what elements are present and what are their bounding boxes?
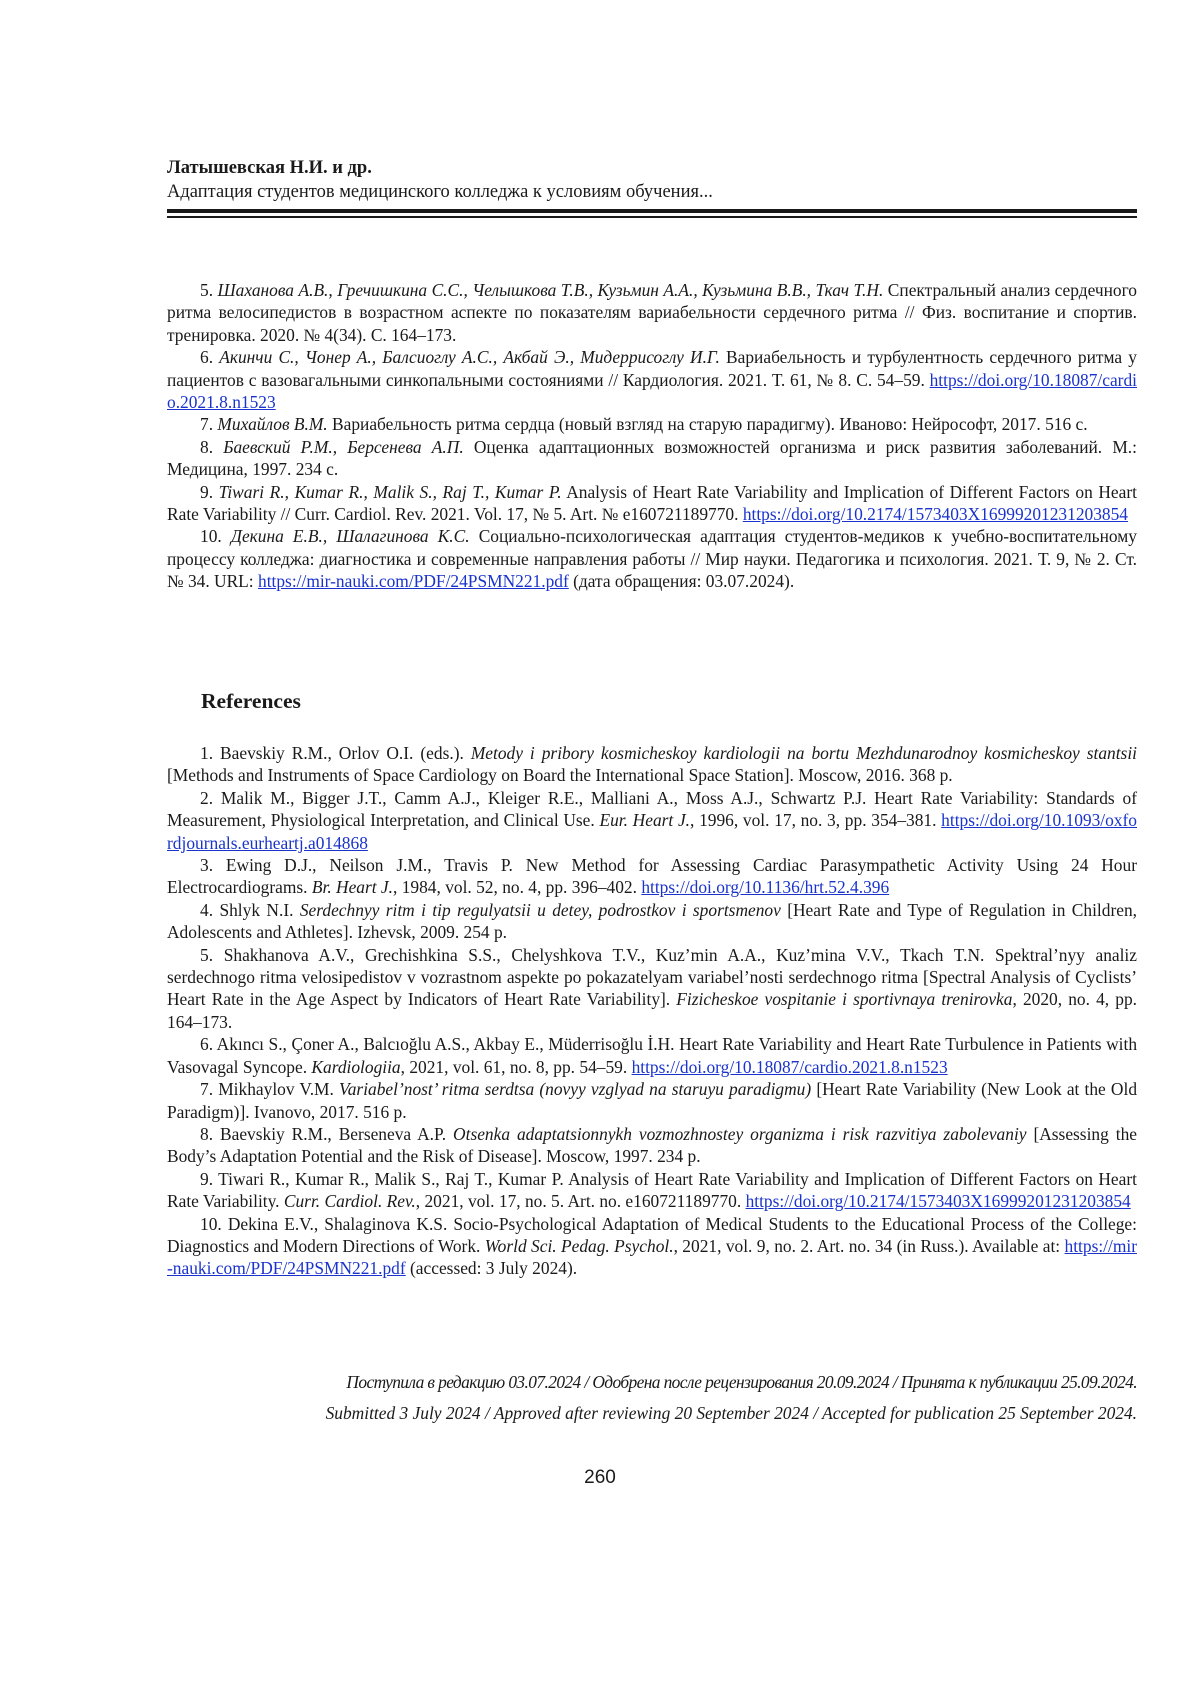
reference-italic-title: Variabel’nost’ ritma serdtsa (novyy vzglyad na staruyu paradigmu) <box>339 1079 811 1099</box>
reference-text: Shakhanova A.V., Grechishkina S.S., Chelyshkova T.V., Kuz’min A.A., Kuz’mina V.V., Tkach T.N. Spektral’nyy analiz serdechnogo ritma velosipedistov v vozrastnom aspekte po pokazatelyam variabel’nosti serdechnogo ritma [Spectral Analysis of Cyclists’ Heart Rate in the Age Aspect by Indicators of Heart Rate Variability]. <box>167 945 1137 1010</box>
reference-italic-title: Br. Heart J. <box>312 877 393 897</box>
reference-item <box>167 899 1137 944</box>
reference-number: 9. <box>200 1169 213 1189</box>
reference-text: Malik M., Bigger J.T., Camm A.J., Kleiger R.E., Malliani A., Moss A.J., Schwartz P.J. Heart Rate Variability: Standards of Measurement, Physiological Interpretation, and Clinical Use. <box>167 788 1137 830</box>
reference-authors: Михайлов В.М. <box>217 414 327 434</box>
reference-text: Dekina E.V., Shalaginova K.S. Socio-Psychological Adaptation of Medical Students to the Educational Process of the College: Diagnostics and Modern Directions of Work. <box>167 1214 1137 1256</box>
reference-item <box>167 1033 1137 1078</box>
reference-item <box>167 854 1137 899</box>
reference-authors: Акинчи С., Чонер А., Балсиоглу А.С., Акбай Э., Мидеррисоглу И.Г. <box>219 347 720 367</box>
reference-number: 10. <box>200 1214 222 1234</box>
reference-doi-link[interactable]: https://doi.org/10.2174/1573403X16999201231203854 <box>743 504 1128 524</box>
reference-doi-link[interactable]: https://doi.org/10.18087/cardio.2021.8.n1523 <box>632 1057 948 1077</box>
reference-text: [Assessing the Body’s Adaptation Potential and the Risk of Disease]. Moscow, 1997. 234 p. <box>167 1124 1137 1166</box>
reference-number: 8. <box>200 437 213 457</box>
reference-text: Спектральный анализ сердечного ритма велосипедистов в возрастном аспекте по показателям вариабельности сердечного ритма // Физ. воспитание и спортив. тренировка. 2020. № 4(34). С. 164–173. <box>167 280 1137 345</box>
reference-text: , 2020, no. 4, pp. 164–173. <box>167 989 1137 1031</box>
reference-list-en <box>167 742 1137 1280</box>
reference-number: 7. <box>200 1079 213 1099</box>
reference-text: Социально-психологическая адаптация студентов-медиков к учебно-воспитательному процессу колледжа: диагностика и современные направления работы // Мир науки. Педагогика и психология. 2021. Т. 9, № 2. Ст. № 34. URL: <box>167 526 1137 591</box>
reference-number: 6. <box>200 1034 213 1054</box>
reference-text: , 2021, vol. 17, no. 5. Art. no. e160721189770. <box>416 1191 746 1211</box>
reference-text: [Heart Rate and Type of Regulation in Children, Adolescents and Athletes]. Izhevsk, 2009. 254 p. <box>167 900 1137 942</box>
header-authors: Латышевская Н.И. и др. <box>167 156 1137 180</box>
header-rule-thick <box>167 209 1137 213</box>
reference-list-ru <box>167 279 1137 593</box>
reference-text: Оценка адаптационных возможностей организма и риск развития заболеваний. М.: Медицина, 1997. 234 с. <box>167 437 1137 479</box>
reference-number: 6. <box>200 347 213 367</box>
reference-italic-title: Serdechnyy ritm i tip regulyatsii u detey, podrostkov i sportsmenov <box>300 900 781 920</box>
reference-doi-link[interactable]: https://doi.org/10.1136/hrt.52.4.396 <box>641 877 889 897</box>
reference-number: 1. <box>200 743 213 763</box>
reference-item <box>167 346 1137 413</box>
reference-number: 4. <box>200 900 213 920</box>
reference-item <box>167 436 1137 481</box>
reference-number: 7. <box>200 414 213 434</box>
reference-italic-title: Fizicheskoe vospitanie i sportivnaya trenirovka <box>676 989 1012 1009</box>
reference-number: 8. <box>200 1124 213 1144</box>
reference-item <box>167 1168 1137 1213</box>
reference-url-link[interactable]: https://mir-nauki.com/PDF/24PSMN221.pdf <box>167 1236 1137 1278</box>
reference-item <box>167 1213 1137 1280</box>
reference-italic-title: Metody i pribory kosmicheskoy kardiologii na bortu Mezhdunarodnoy kosmicheskoy stantsii <box>471 743 1137 763</box>
reference-text: , 1996, vol. 17, no. 3, pp. 354–381. <box>690 810 941 830</box>
references-heading: References <box>201 688 301 714</box>
reference-item <box>167 944 1137 1034</box>
reference-text: [Heart Rate Variability (New Look at the Old Paradigm)]. Ivanovo, 2017. 516 p. <box>167 1079 1137 1121</box>
reference-access-date: (accessed: 3 July 2024). <box>406 1258 577 1278</box>
reference-doi-link[interactable]: https://doi.org/10.2174/1573403X16999201231203854 <box>746 1191 1131 1211</box>
reference-authors: Баевский Р.М., Берсенева А.П. <box>223 437 463 457</box>
reference-item <box>167 481 1137 526</box>
reference-url-link[interactable]: https://mir-nauki.com/PDF/24PSMN221.pdf <box>258 571 569 591</box>
reference-text: Mikhaylov V.M. <box>218 1079 339 1099</box>
reference-italic-title: World Sci. Pedag. Psychol. <box>485 1236 674 1256</box>
reference-doi-link[interactable]: https://doi.org/10.1093/oxfordjournals.eurheartj.a014868 <box>167 810 1137 852</box>
reference-text: Вариабельность ритма сердца (новый взгляд на старую парадигму). Иваново: Нейрософт, 2017. 516 с. <box>328 414 1088 434</box>
submission-dates-ru: Поступила в редакцию 03.07.2024 / Одобрена после рецензирования 20.09.2024 / Принята к публикации 25.09.2024. <box>167 1367 1137 1398</box>
reference-number: 2. <box>200 788 213 808</box>
reference-number: 5. <box>200 945 213 965</box>
reference-text: , 1984, vol. 52, no. 4, pp. 396–402. <box>393 877 641 897</box>
reference-item <box>167 742 1137 787</box>
reference-item <box>167 1078 1137 1123</box>
submission-dates-en: Submitted 3 July 2024 / Approved after reviewing 20 September 2024 / Accepted for publication 25 September 2024. <box>167 1398 1137 1429</box>
reference-italic-title: Curr. Cardiol. Rev. <box>284 1191 416 1211</box>
reference-number: 3. <box>200 855 213 875</box>
page-number: 260 <box>0 1466 1200 1490</box>
reference-number: 5. <box>200 280 213 300</box>
reference-number: 9. <box>200 482 213 502</box>
reference-text: Analysis of Heart Rate Variability and Implication of Different Factors on Heart Rate Variability // Curr. Cardiol. Rev. 2021. Vol. 17, № 5. Art. № e160721189770. <box>167 482 1137 524</box>
reference-text: Baevskiy R.M., Berseneva A.P. <box>220 1124 453 1144</box>
reference-text: Ewing D.J., Neilson J.M., Travis P. New Method for Assessing Cardiac Parasympathetic Activity Using 24 Hour Electrocardiograms. <box>167 855 1137 897</box>
reference-authors: Шаханова А.В., Гречишкина С.С., Челышкова Т.В., Кузьмин А.А., Кузьмина В.В., Ткач Т.Н. <box>218 280 884 300</box>
reference-item <box>167 787 1137 854</box>
reference-italic-title: Eur. Heart J. <box>599 810 690 830</box>
reference-doi-link[interactable]: https://doi.org/10.18087/cardio.2021.8.n1523 <box>167 370 1137 412</box>
reference-text: Baevskiy R.M., Orlov O.I. (eds.). <box>220 743 471 763</box>
reference-authors: Декина Е.В., Шалагинова К.С. <box>231 526 470 546</box>
reference-item <box>167 413 1137 435</box>
reference-text: Tiwari R., Kumar R., Malik S., Raj T., Kumar P. Analysis of Heart Rate Variability and Implication of Different Factors on Heart Rate Variability. <box>167 1169 1137 1211</box>
journal-page <box>0 0 1200 1697</box>
header-article-title: Адаптация студентов медицинского колледжа к условиям обучения... <box>167 180 1137 204</box>
reference-italic-title: Otsenka adaptatsionnykh vozmozhnostey organizma i risk razvitiya zabolevaniy <box>453 1124 1026 1144</box>
reference-item <box>167 279 1137 346</box>
reference-text: Akıncı S., Çoner A., Balcıoğlu A.S., Akbay E., Müderrisoğlu İ.H. Heart Rate Variability and Heart Rate Turbulence in Patients with Vasovagal Syncope. <box>167 1034 1137 1076</box>
reference-authors: Tiwari R., Kumar R., Malik S., Raj T., Kumar P. <box>219 482 562 502</box>
reference-text: , 2021, vol. 61, no. 8, pp. 54–59. <box>401 1057 632 1077</box>
reference-access-date: (дата обращения: 03.07.2024). <box>569 571 794 591</box>
reference-text: [Methods and Instruments of Space Cardiology on Board the International Space Station]. Moscow, 2016. 368 p. <box>167 765 953 785</box>
reference-item <box>167 1123 1137 1168</box>
reference-text: Вариабельность и турбулентность сердечного ритма у пациентов с вазовагальными синкопальными состояниями // Кардиология. 2021. Т. 61, № 8. С. 54–59. <box>167 347 1137 389</box>
reference-text: Shlyk N.I. <box>219 900 299 920</box>
header-rule-thin <box>167 216 1137 218</box>
reference-number: 10. <box>200 526 222 546</box>
reference-item <box>167 525 1137 592</box>
reference-italic-title: Kardiologiia <box>311 1057 400 1077</box>
running-header <box>167 156 1137 204</box>
submission-dates <box>167 1367 1137 1429</box>
reference-text: , 2021, vol. 9, no. 2. Art. no. 34 (in Russ.). Available at: <box>674 1236 1065 1256</box>
